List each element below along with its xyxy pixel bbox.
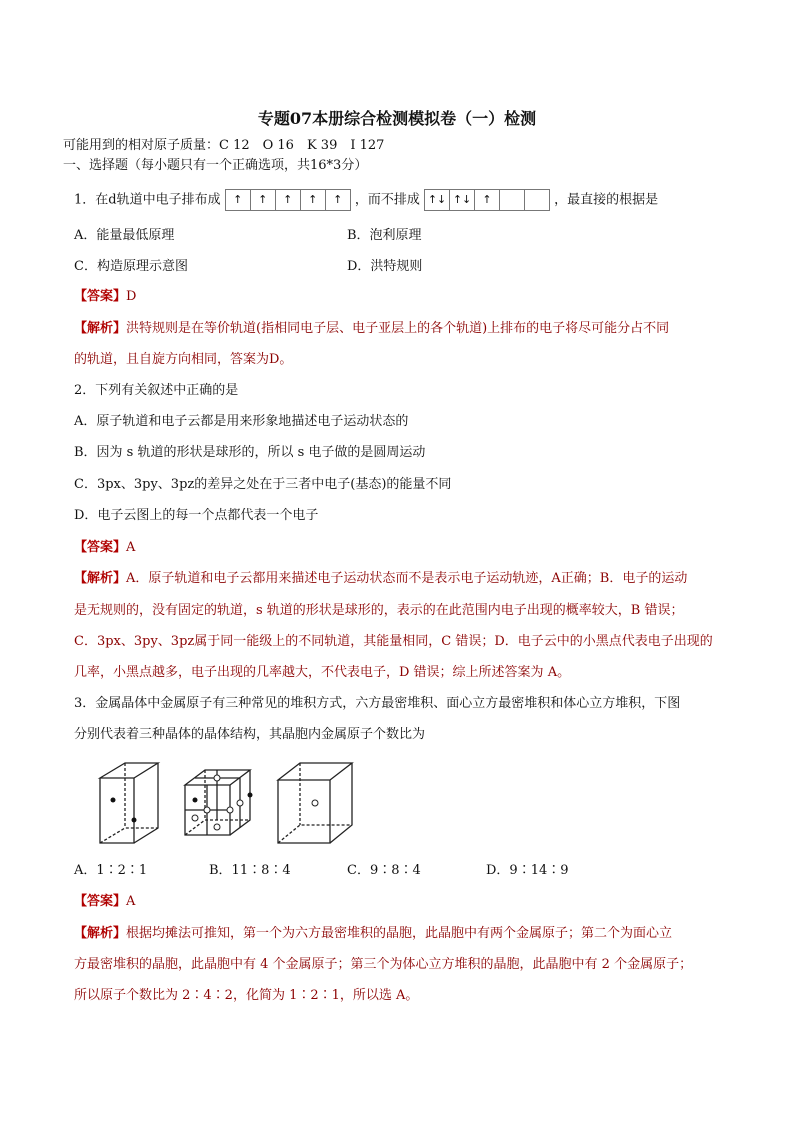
q3-stem-line2: 分别代表着三种晶体的晶体结构，其晶胞内金属原子个数比为 <box>74 727 426 742</box>
q1-option-a: A．能量最低原理 <box>74 228 175 243</box>
q2-analysis-line4: 几率，小黑点越多，电子出现的几率越大，不代表电子，D 错误；综上所述答案为 A。 <box>74 665 571 680</box>
q2-option-a: A．原子轨道和电子云都是用来形象地描述电子运动状态的 <box>74 414 409 429</box>
atom <box>214 824 220 830</box>
orbital-diagram-a <box>225 189 351 211</box>
q3-option-b: B．11∶8∶4 <box>209 863 291 878</box>
atomic-masses: 可能用到的相对原子质量：C 12 O 16 K 39 I 127 <box>63 138 385 153</box>
q1-option-d: D．洪特规则 <box>347 259 423 274</box>
q3-analysis: 【解析】根据均摊法可推知，第一个为六方最密堆积的晶胞，此晶胞中有两个金属原子；第二个为面心立 <box>74 926 673 941</box>
atom <box>214 775 220 781</box>
q2-analysis: 【解析】A．原子轨道和电子云都用来描述电子运动状态而不是表示电子运动轨迹，A正确；B．电子的运动 <box>74 571 688 586</box>
atom <box>193 798 198 803</box>
q3-option-a: A．1∶2∶1 <box>74 863 148 878</box>
q2-analysis-line2: 是无规则的，没有固定的轨道，s 轨道的形状是球形的，表示的在此范围内电子出现的概率较大，B 错误； <box>74 603 684 618</box>
orbital-box <box>525 190 549 210</box>
orbital-box: ↑↓ <box>450 190 475 210</box>
q2-option-b: B．因为 s 轨道的形状是球形的，所以 s 电子做的是圆周运动 <box>74 445 426 460</box>
q3-option-d: D．9∶14∶9 <box>486 863 569 878</box>
orbital-box: ↑ <box>251 190 276 210</box>
atom <box>237 800 243 806</box>
orbital-box: ↑ <box>333 193 343 206</box>
q3-analysis-line3: 所以原子个数比为 2∶4∶2，化简为 1∶2∶1，所以选 A。 <box>74 988 419 1003</box>
orbital-diagram-b <box>424 189 550 211</box>
q3-analysis-line2: 方最密堆积的晶胞，此晶胞中有 4 个金属原子；第三个为体心立方堆积的晶胞，此晶胞中有 2 个金属原子； <box>74 957 693 972</box>
q2-answer: 【答案】A <box>74 540 136 555</box>
page-title: 专题07本册综合检测模拟卷（一）检测 <box>257 109 537 128</box>
atom <box>192 815 198 821</box>
atom <box>248 793 253 798</box>
q2-option-c: C．3px、3py、3pz的差异之处在于三者中电子(基态)的能量不同 <box>74 477 452 492</box>
q1-option-c: C．构造原理示意图 <box>74 259 188 274</box>
atom <box>312 800 318 806</box>
orbital-box <box>500 190 525 210</box>
hcp-cell <box>100 763 158 843</box>
q1-analysis: 【解析】洪特规则是在等价轨道(指相同电子层、电子亚层上的各个轨道)上排布的电子将尽可能分占不同 <box>74 321 670 336</box>
q2-option-d: D．电子云图上的每一个点都代表一个电子 <box>74 508 319 523</box>
atom <box>132 818 137 823</box>
section-heading: 一、选择题（每小题只有一个正确选项，共16*3分） <box>63 158 368 173</box>
q1-stem: 1．在d轨道中电子排布成 ↑ ↑ ↑ ↑ ↑ ，而不排成 ↑↓ ↑↓ ↑ ，最直接的根据是 <box>74 189 658 211</box>
atom <box>227 807 233 813</box>
crystal-structures-figure <box>90 755 370 850</box>
q3-stem: 3．金属晶体中金属原子有三种常见的堆积方式，六方最密堆积、面心立方最密堆积和体心立方堆积，下图 <box>74 696 681 711</box>
orbital-box: ↑ <box>475 190 500 210</box>
orbital-box: ↑ <box>226 190 251 210</box>
q3-option-c: C．9∶8∶4 <box>347 863 421 878</box>
orbital-box: ↑ <box>276 190 301 210</box>
q1-analysis-line2: 的轨道，且自旋方向相同，答案为D。 <box>74 352 293 367</box>
q3-answer: 【答案】A <box>74 894 136 909</box>
orbital-box: ↑↓ <box>425 190 450 210</box>
q1-option-b: B．泡利原理 <box>347 228 422 243</box>
q1-answer: 【答案】D <box>74 289 137 304</box>
q2-stem: 2．下列有关叙述中正确的是 <box>74 383 239 398</box>
atom <box>204 807 210 813</box>
q2-analysis-line3: C．3px、3py、3pz属于同一能级上的不同轨道，其能量相同，C 错误；D．电子云中的小黑点代表电子出现的 <box>74 634 713 649</box>
orbital-box: ↑ <box>301 190 326 210</box>
atom <box>111 798 116 803</box>
